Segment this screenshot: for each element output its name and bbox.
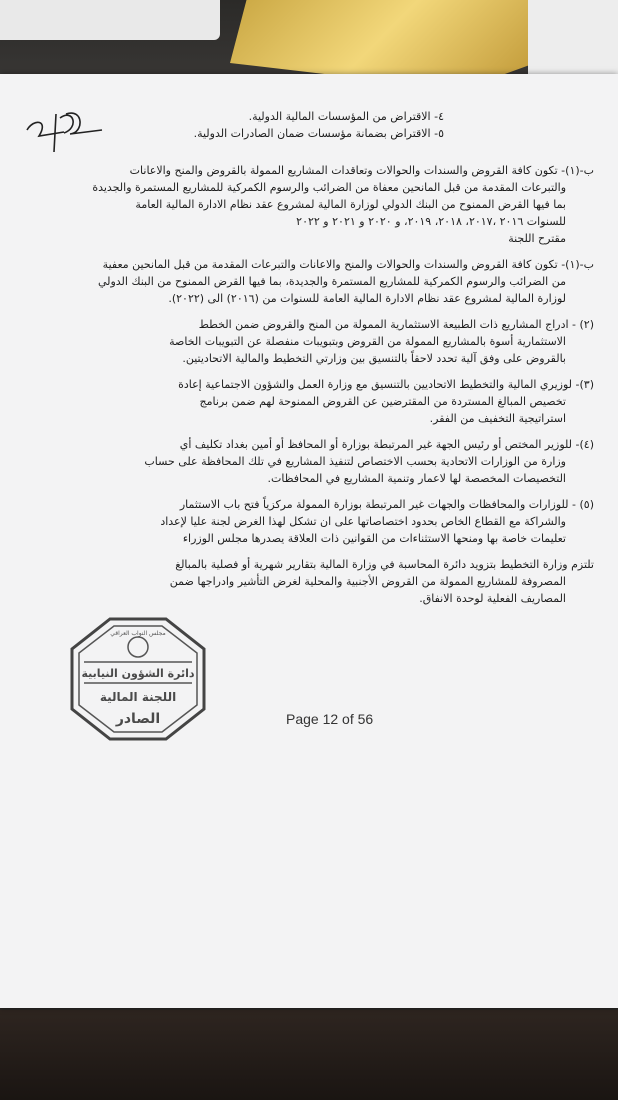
stamp-dept-text: دائرة الشؤون النيابية	[81, 667, 195, 680]
text-line: تخصيص المبالغ المستردة من المقترضين عن القروض الممنوحة لهم ضمن برنامج	[199, 395, 566, 408]
text-line: ب-(١)- تكون كافة القروض والسندات والحوالات والمنح والاعانات والتبرعات المقدمة من قبل المانحين معفية	[102, 258, 594, 271]
paragraph-5	[24, 496, 594, 547]
text-line: المصاريف الفعلية لوحدة الانفاق.	[419, 592, 566, 605]
text-line: لوزارة المالية لمشروع عقد نظام الادارة المالية العامة للسنوات من (٢٠١٦) الى (٢٠٢٢).	[168, 292, 566, 305]
top-section	[24, 108, 594, 154]
text-line: للسنوات ٢٠١٦ ،٢٠١٧، ٢٠١٨، ٢٠١٩، و ٢٠٢٠ و ٢٠٢١ و ٢٠٢٢	[296, 215, 566, 228]
text-line: والتبرعات المقدمة من قبل المانحين معفاة من الضرائب والرسوم الكمركية للمشاريع المستمرة والجديدة	[92, 181, 566, 194]
text-line: وزارة من الوزارات الاتحادية بحسب الاختصاص لتنفيذ المشاريع في تلك المحافظة على حساب	[144, 455, 566, 468]
text-line: تلتزم وزارة التخطيط بتزويد دائرة المحاسبة في وزارة المالية بتقارير شهرية أو فصلية بالمبالغ	[175, 558, 594, 571]
text-line: المصروفة للمشاريع الممولة من القروض الأجنبية والمحلية لغرض التأشير وادراجها ضمن	[169, 575, 566, 588]
text-line: تعليمات خاصة بها ومنحها الاستثناءات من القوانين ذات العلاقة يصدرها مجلس الوزراء	[182, 532, 566, 545]
paragraph-b1-original	[24, 162, 594, 247]
stamp-ring-text: مجلس النواب العراقي	[110, 630, 166, 637]
paragraph-b1-proposed	[24, 256, 594, 307]
text-line: (٢) - ادراج المشاريع ذات الطبيعة الاستثمارية الممولة من المنح والقروض ضمن الخطط	[198, 318, 594, 331]
text-line: بما فيها القرض الممنوح من البنك الدولي لوزارة المالية لمشروع عقد نظام الادارة المالية العامة	[135, 198, 566, 211]
list-item: ٥- الاقتراض بضمانة مؤسسات ضمان الصادرات الدولية.	[193, 127, 444, 140]
text-line: بالقروض على وفق آلية تحدد لاحقاً بالتنسيق بين وزارتي التخطيط والمالية الاتحاديتين.	[182, 352, 566, 365]
list-item: ٤- الاقتراض من المؤسسات المالية الدولية.	[248, 110, 444, 123]
text-line: استراتيجية التخفيف من الفقر.	[429, 412, 566, 425]
background-floor	[0, 1010, 618, 1100]
text-line: ب-(١)- تكون كافة القروض والسندات والحوالات وتعاقدات المشاريع الممولة بالقروض والمنح والاعانات	[129, 164, 594, 177]
stamp-committee-text: اللجنة المالية	[99, 690, 177, 704]
text-line: من الضرائب والرسوم الكمركية للمشاريع المستمرة والجديدة، بما فيها القرض الممنوح من البنك الدولي	[97, 275, 566, 288]
background-card	[0, 0, 220, 40]
document-content	[24, 108, 594, 741]
list-items-4-5	[194, 108, 444, 142]
text-line: (٤)- للوزير المختص أو رئيس الجهة غير المرتبطة بوزارة أو المحافظ أو أمين بغداد تكليف أي	[179, 438, 594, 451]
text-line: (٥) - للوزارات والمحافظات والجهات غير المرتبطة بوزارة الممولة مركزياً فتح باب الاستثمار	[179, 498, 594, 511]
stamp-status-text: الصادر	[115, 711, 161, 727]
page-footer	[24, 617, 594, 741]
paragraph-6	[24, 556, 594, 607]
signature	[24, 108, 104, 154]
paragraph-3	[24, 376, 594, 427]
official-stamp	[70, 617, 206, 741]
page-number: Page 12 of 56	[286, 711, 374, 727]
text-line: الاستثمارية أسوة بالمشاريع الممولة من القروض وبتبويبات منفصلة عن التبويبات الخاصة	[169, 335, 566, 348]
text-line: والشراكة مع القطاع الخاص بحدود اختصاصاتها على ان تشكل لهذا الغرض لجنة عليا لإعداد	[160, 515, 566, 528]
text-line: (٣)- لوزيري المالية والتخطيط الاتحاديين بالتنسيق مع وزارة العمل والشؤون الاجتماعية إعادة	[178, 378, 594, 391]
paragraph-4	[24, 436, 594, 487]
paragraph-2	[24, 316, 594, 367]
committee-proposal-heading: مقترح اللجنة	[508, 232, 566, 245]
text-line: التخصيصات المخصصة لها لاعمار وتنمية المشاريع في المحافظات.	[267, 472, 566, 485]
